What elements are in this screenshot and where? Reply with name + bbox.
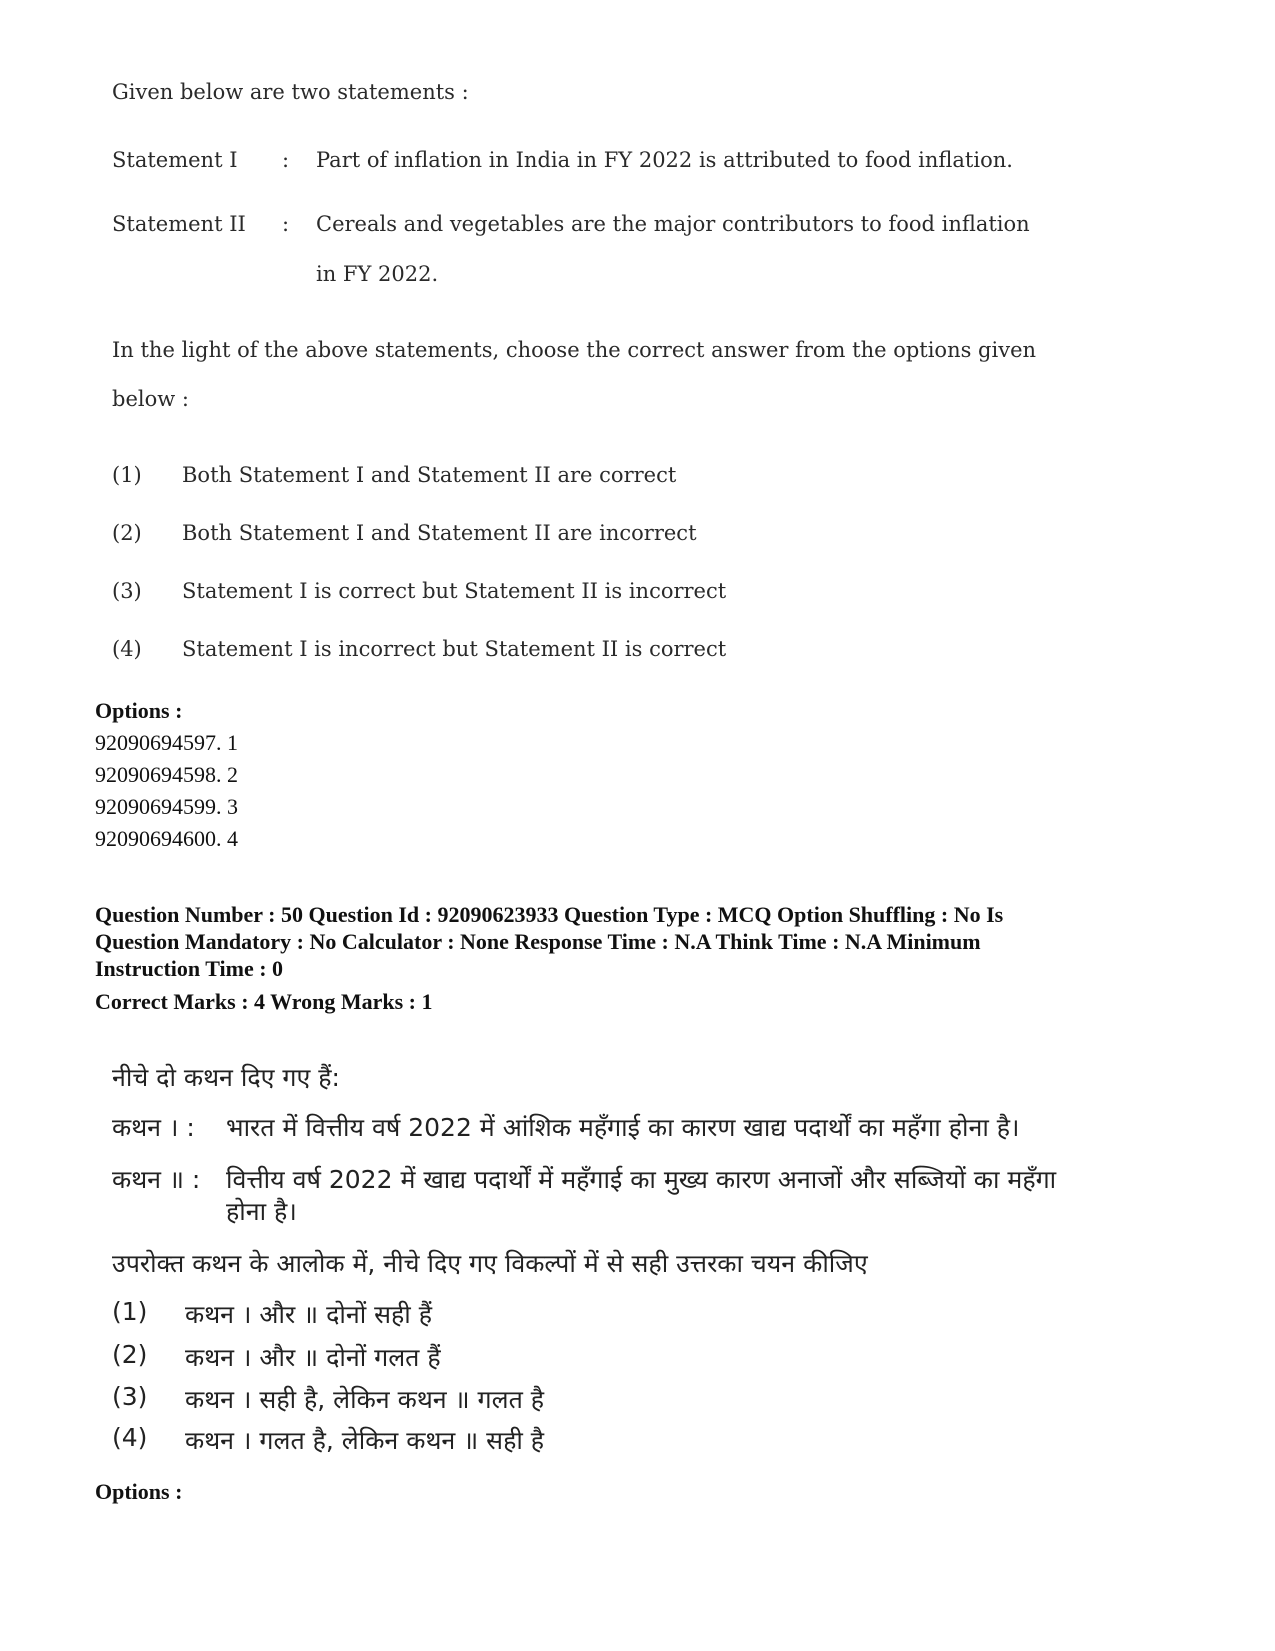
hindi-intro: नीचे दो कथन दिए गए हैं: <box>112 1063 340 1092</box>
choice-4-number: (4) <box>112 637 142 661</box>
hindi-instruction: उपरोक्त कथन के आलोक में, नीचे दिए गए विकल्पों में से सही उत्तरका चयन कीजिए <box>112 1249 868 1278</box>
hindi-choice-3-text: कथन । सही है, लेकिन कथन ॥ गलत है <box>185 1385 545 1414</box>
hindi-statement-2-text-cont: होना है। <box>226 1197 297 1226</box>
question-meta-line-3: Instruction Time : 0 <box>95 956 284 981</box>
hindi-statement-1-text: भारत में वित्तीय वर्ष 2022 में आंशिक महँगाई का कारण खाद्य पदार्थों का महँगा होना है। <box>226 1113 1020 1142</box>
statement-2-label: Statement II <box>112 212 246 236</box>
options-heading: Options : <box>95 698 183 723</box>
option-id-3: 92090694599. 3 <box>95 794 238 819</box>
hindi-choice-4-number: (4) <box>112 1423 148 1452</box>
choice-2-text: Both Statement I and Statement II are incorrect <box>182 521 697 545</box>
hindi-choice-2-number: (2) <box>112 1340 148 1369</box>
option-id-4: 92090694600. 4 <box>95 826 238 851</box>
choice-3-number: (3) <box>112 579 142 603</box>
choice-1-text: Both Statement I and Statement II are correct <box>182 463 677 487</box>
options-heading-2: Options : <box>95 1479 183 1504</box>
statements-intro: Given below are two statements : <box>112 80 469 104</box>
statement-2-separator: : <box>282 212 290 236</box>
hindi-choice-1-text: कथन । और ॥ दोनों सही हैं <box>185 1300 433 1329</box>
statement-1-separator: : <box>282 148 290 172</box>
hindi-statement-2-label: कथन ॥ : <box>112 1165 201 1194</box>
instruction-line-1: In the light of the above statements, choose the correct answer from the options given <box>112 338 1037 362</box>
marks-line: Correct Marks : 4 Wrong Marks : 1 <box>95 989 433 1014</box>
statement-1-label: Statement I <box>112 148 238 172</box>
statement-1-text: Part of inflation in India in FY 2022 is attributed to food inflation. <box>316 148 1013 172</box>
hindi-choice-1-number: (1) <box>112 1297 148 1326</box>
instruction-line-2: below : <box>112 387 189 411</box>
choice-1-number: (1) <box>112 463 142 487</box>
statement-2-text-cont: in FY 2022. <box>316 262 439 286</box>
choice-4-text: Statement I is incorrect but Statement II is correct <box>182 637 727 661</box>
choice-3-text: Statement I is correct but Statement II is incorrect <box>182 579 727 603</box>
option-id-1: 92090694597. 1 <box>95 730 238 755</box>
statement-2-text: Cereals and vegetables are the major contributors to food inflation <box>316 212 1030 236</box>
choice-2-number: (2) <box>112 521 142 545</box>
question-meta-line-2: Question Mandatory : No Calculator : None Response Time : N.A Think Time : N.A Minimum <box>95 929 981 954</box>
hindi-choice-2-text: कथन । और ॥ दोनों गलत हैं <box>185 1343 441 1372</box>
option-id-2: 92090694598. 2 <box>95 762 238 787</box>
hindi-choice-3-number: (3) <box>112 1382 148 1411</box>
hindi-statement-1-label: कथन । : <box>112 1113 195 1142</box>
hindi-choice-4-text: कथन । गलत है, लेकिन कथन ॥ सही है <box>185 1426 545 1455</box>
hindi-statement-2-text: वित्तीय वर्ष 2022 में खाद्य पदार्थों में महँगाई का मुख्य कारण अनाजों और सब्जियों का महँगा <box>226 1165 1057 1194</box>
question-meta-line-1: Question Number : 50 Question Id : 92090623933 Question Type : MCQ Option Shuffling : No Is <box>95 902 1004 927</box>
